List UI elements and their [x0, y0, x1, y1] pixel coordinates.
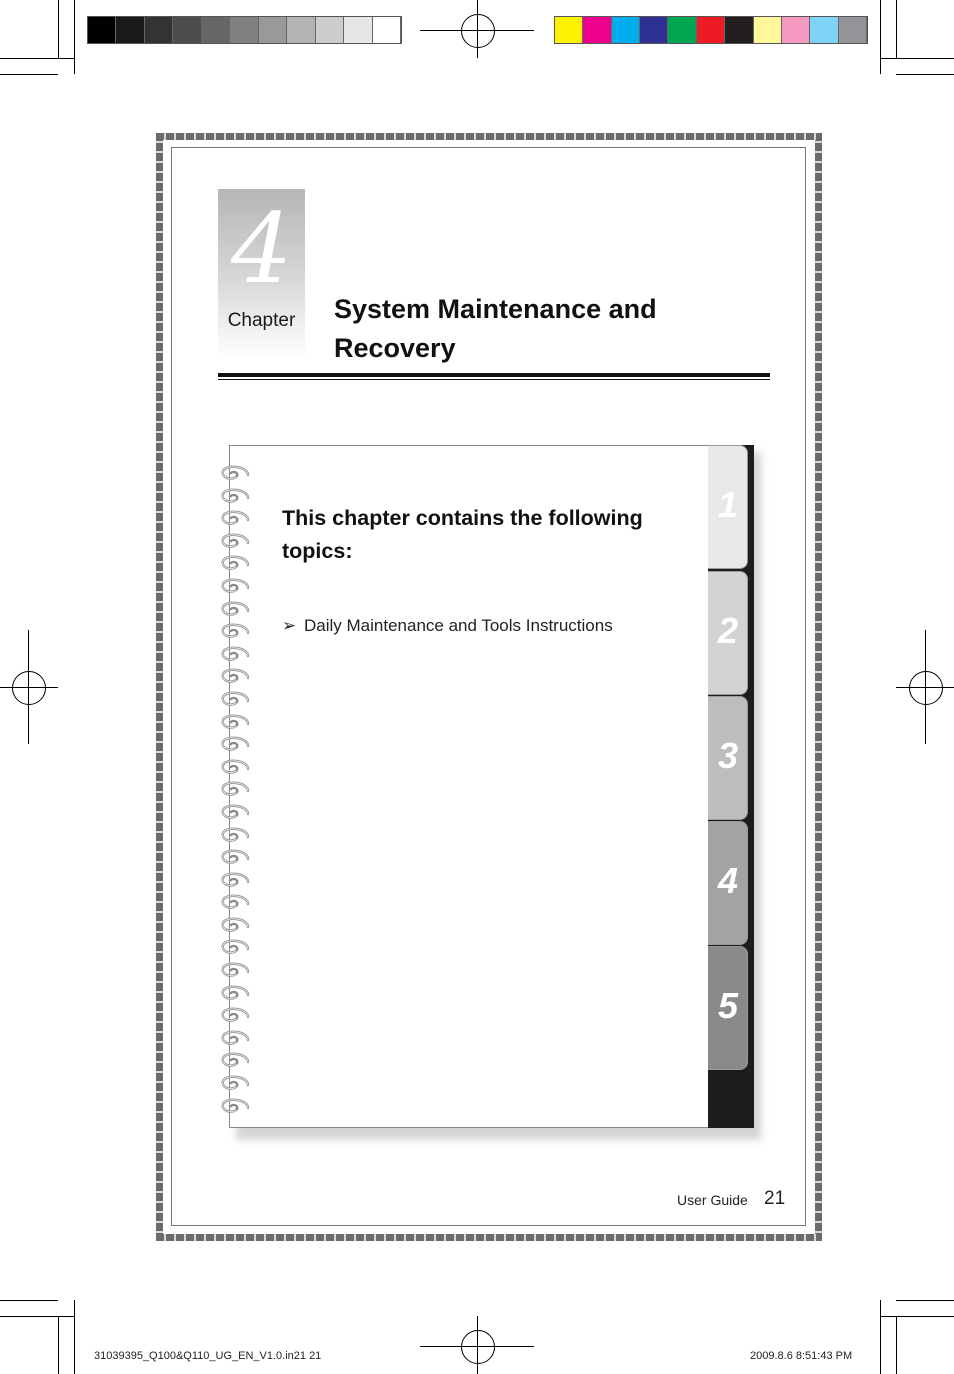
- color-swatch: [287, 17, 315, 43]
- print-slug-file: 31039395_Q100&Q110_UG_EN_V1.0.in21 21: [94, 1350, 322, 1362]
- footer-label: User Guide: [677, 1192, 748, 1208]
- tab-chapter-3: [708, 696, 748, 820]
- spiral-ring-icon: [218, 756, 254, 779]
- color-swatch: [612, 17, 640, 43]
- process-color-bar: [554, 16, 868, 44]
- spiral-ring-icon: [218, 846, 254, 869]
- color-swatch: [173, 17, 201, 43]
- spiral-ring-icon: [218, 801, 254, 824]
- color-swatch: [116, 17, 144, 43]
- color-swatch: [230, 17, 258, 43]
- spiral-ring-icon: [218, 959, 254, 982]
- spiral-ring-icon: [218, 1027, 254, 1050]
- tab-label: 4: [717, 860, 739, 901]
- spiral-ring-icon: [218, 778, 254, 801]
- print-slug-timestamp: 2009.8.6 8:51:43 PM: [750, 1350, 853, 1362]
- tab-label: 2: [717, 610, 739, 651]
- chapter-number-box: [218, 189, 305, 360]
- spiral-ring-icon: [218, 552, 254, 575]
- spiral-ring-icon: [218, 643, 254, 666]
- chapter-label: Chapter: [227, 310, 296, 331]
- tab-label: 5: [717, 985, 739, 1026]
- chapter-title-line-2: Recovery: [334, 333, 456, 363]
- spiral-ring-icon: [218, 869, 254, 892]
- tab-label: 1: [717, 484, 739, 525]
- spiral-ring-icon: [218, 1095, 254, 1118]
- spiral-ring-icon: [218, 1004, 254, 1027]
- spiral-ring-icon: [218, 598, 254, 621]
- color-swatch: [583, 17, 611, 43]
- color-swatch: [754, 17, 782, 43]
- spiral-ring-icon: [218, 688, 254, 711]
- color-swatch: [88, 17, 116, 43]
- tab-chapter-4: [708, 821, 748, 945]
- color-swatch: [145, 17, 173, 43]
- spiral-ring-icon: [218, 665, 254, 688]
- grayscale-color-bar: [87, 16, 402, 44]
- notebook-heading: This chapter contains the following topics:: [282, 506, 643, 563]
- spiral-ring-icon: [218, 936, 254, 959]
- color-swatch: [668, 17, 696, 43]
- spiral-ring-icon: [218, 711, 254, 734]
- spiral-ring-icon: [218, 733, 254, 756]
- spiral-ring-icon: [218, 891, 254, 914]
- chapter-title-line-1: System Maintenance and: [334, 294, 657, 324]
- tab-chapter-1: [708, 445, 748, 569]
- spiral-ring-icon: [218, 530, 254, 553]
- chapter-number: 4: [230, 193, 293, 305]
- spiral-ring-icon: [218, 485, 254, 508]
- topic-label: Daily Maintenance and Tools Instructions: [304, 616, 613, 635]
- spiral-ring-icon: [218, 507, 254, 530]
- spiral-ring-icon: [218, 824, 254, 847]
- spiral-ring-icon: [218, 1049, 254, 1072]
- title-rule: [218, 373, 770, 377]
- topic-list-item: [282, 616, 613, 636]
- color-swatch: [782, 17, 810, 43]
- color-swatch: [839, 17, 867, 43]
- chapter-title: [334, 290, 764, 368]
- spiral-ring-icon: [218, 914, 254, 937]
- spiral-ring-icon: [218, 620, 254, 643]
- spiral-ring-icon: [218, 462, 254, 485]
- color-swatch: [316, 17, 344, 43]
- spiral-binding: [218, 462, 258, 1117]
- spiral-ring-icon: [218, 1072, 254, 1095]
- arrow-bullet-icon: ➢: [282, 616, 297, 635]
- color-swatch: [259, 17, 287, 43]
- color-swatch: [810, 17, 838, 43]
- tab-chapter-2: [708, 571, 748, 695]
- color-swatch: [202, 17, 230, 43]
- page-number: 21: [764, 1188, 786, 1209]
- color-swatch: [725, 17, 753, 43]
- color-swatch: [697, 17, 725, 43]
- spiral-ring-icon: [218, 575, 254, 598]
- spiral-ring-icon: [218, 982, 254, 1005]
- color-swatch: [373, 17, 401, 43]
- color-swatch: [640, 17, 668, 43]
- title-rule-thin: [218, 379, 770, 380]
- tab-chapter-5: [708, 946, 748, 1070]
- color-swatch: [555, 17, 583, 43]
- tab-label: 3: [717, 735, 739, 776]
- color-swatch: [344, 17, 372, 43]
